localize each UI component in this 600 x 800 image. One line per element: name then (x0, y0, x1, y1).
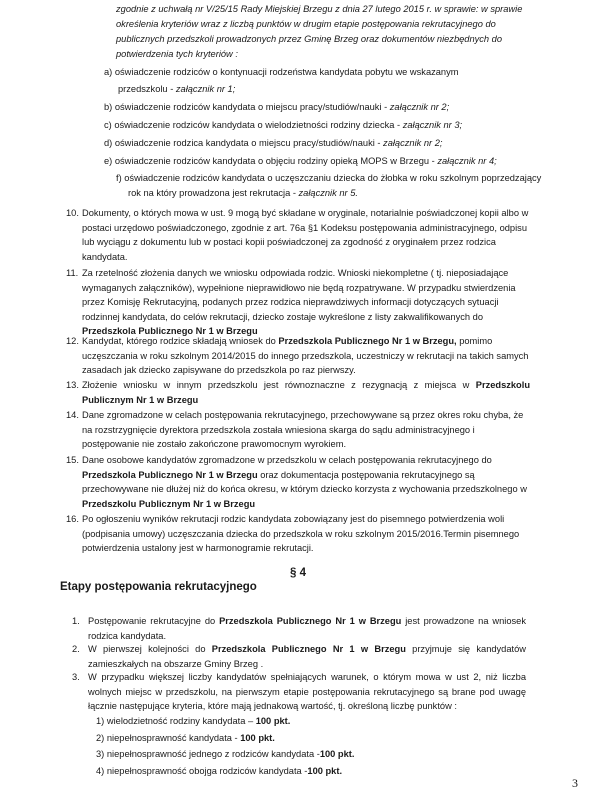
item-15-text: Dane osobowe kandydatów zgromadzone w przedszkolu w celach postępowania rekrutacyjnego do Przedszkola Publicznego Nr 1 w Brzegu oraz dokumentacja postępowania rekrutacyjnego są przechowywane nie dłużej niż do końca okresu, w którym dziecko korzysta z wychowania przedszkolnego w Przedszkolu Publicznym Nr 1 w Brzegu (82, 455, 527, 509)
step-2-text: W pierwszej kolejności do Przedszkola Publicznego Nr 1 w Brzegu przyjmuje się kandydatów zamieszkałych na obszarze Gminy Brzeg . (88, 644, 526, 669)
step-3-text: W przypadku większej liczby kandydatów spełniających warunek, o którym mowa w ust 2, niż liczba wolnych miejsc w przedszkolu, na pierwszym etapie postępowania rekrutacyjnego są brane pod uwagę łącznie następujące kryteria, które mają jednakową wartość, tj. określoną liczbę punktów : (88, 672, 526, 712)
step-number-3: 3. (72, 672, 80, 682)
criterion-3: 3) niepełnosprawność jednego z rodziców kandydata -100 pkt. (96, 749, 355, 759)
item-16-text: Po ogłoszeniu wyników rekrutacji rodzic kandydata zobowiązany jest do pisemnego potwierdzenia woli (podpisania umowy) uczęszczania dziecka do przedszkola w roku szkolnym 2015/2016.Termin pisemnego potwierdzenia ustalony jest w harmonogramie rekrutacji. (82, 514, 520, 554)
list-item-c: c) oświadczenie rodziców kandydata o wielodzietności rodziny dziecka - załącznik nr 3; (104, 120, 463, 130)
intro-line-3: publicznych przedszkoli prowadzonych przez Gminę Brzeg oraz dokumentów niezbędnych do (116, 34, 503, 44)
item-10-text: Dokumenty, o których mowa w ust. 9 mogą być składane w oryginale, notarialnie poświadczonej kopii albo w postaci urzędowo poświadczonego, zgodnie z art. 76a §1 Kodeksu postępowania administracyjnego, odpisu lub wyciągu z dokumentu lub w postaci kopii poświadczonej za zgodność z oryginałem przez rodzica kandydata. (82, 208, 529, 262)
item-number-12: 12. (66, 336, 79, 346)
list-item-a: a) oświadczenie rodziców o kontynuacji rodzeństwa kandydata pobytu we wskazanym (104, 67, 459, 77)
list-item-a-cont: przedszkolu - załącznik nr 1; (118, 84, 236, 94)
list-item-e: e) oświadczenie rodziców kandydata o objęciu rodziny opieką MOPS w Brzegu - załącznik nr 4; (104, 156, 497, 166)
item-number-13: 13. (66, 380, 79, 390)
intro-line-2: określenia kryteriów wraz z liczbą punktów w drugim etapie postępowania rekrutacyjnego do (116, 19, 496, 29)
list-item-d: d) oświadczenie rodzica kandydata o miejscu pracy/studiów/nauki - załącznik nr 2; (104, 138, 443, 148)
item-11-text: Za rzetelność złożenia danych we wniosku odpowiada rodzic. Wnioski niekompletne ( tj. nieposiadające wymaganych załączników), wypełnione nieprawidłowo nie będą rozpatrywane. W przypadku stwierdzenia przez Komisję Rekrutacyjną, podanych przez rodzica nieprawdziwych informacji dotyczących sytuacji rodzinnej kandydata, do celów rekrutacji, dziecko zostaje wykreślone z listy zakwalifikowanych do Przedszkola Publicznego Nr 1 w Brzegu (82, 268, 516, 337)
item-number-14: 14. (66, 410, 79, 420)
intro-line-4: potwierdzenia tych kryteriów : (116, 49, 238, 59)
step-number-2: 2. (72, 644, 80, 654)
criterion-2: 2) niepełnosprawność kandydata - 100 pkt. (96, 733, 275, 743)
item-14-text: Dane zgromadzone w celach postępowania rekrutacyjnego, przechowywane są przez okres roku chyba, że na rozstrzygnięcie dyrektora przedszkola została wniesiona skarga do sądu administracyjnego i postępowanie nie zostało zakończone prawomocnym wyrokiem. (82, 410, 524, 450)
criterion-1: 1) wielodzietność rodziny kandydata – 100 pkt. (96, 716, 291, 726)
item-number-11: 11. (66, 268, 79, 278)
list-item-f-cont: rok na który prowadzona jest rekrutacja - załącznik nr 5. (128, 188, 358, 198)
criterion-4: 4) niepełnosprawność obojga rodziców kandydata -100 pkt. (96, 766, 343, 776)
item-number-15: 15. (66, 455, 79, 465)
step-number-1: 1. (72, 616, 80, 626)
section-symbol: § 4 (290, 567, 306, 579)
item-12-text: Kandydat, którego rodzice składają wniosek do Przedszkola Publicznego Nr 1 w Brzegu, pomimo uczęszczania w roku szkolnym 2014/2015 do innego przedszkola, uczestniczy w rekrutacji na takich samych zasadach jak dziecko zapisywane do przedszkola po raz pierwszy. (82, 336, 529, 376)
step-1-text: Postępowanie rekrutacyjne do Przedszkola Publicznego Nr 1 w Brzegu jest prowadzone na wniosek rodzica kandydata. (88, 616, 526, 641)
list-item-b: b) oświadczenie rodziców kandydata o miejscu pracy/studiów/nauki - załącznik nr 2; (104, 102, 450, 112)
item-number-10: 10. (66, 208, 79, 218)
item-13-text: Złożenie wniosku w innym przedszkolu jest równoznaczne z rezygnacją z miejsca w Przedszkolu Publicznym Nr 1 w Brzegu (82, 380, 530, 405)
item-number-16: 16. (66, 514, 79, 524)
list-item-f: f) oświadczenie rodziców kandydata o uczęszczaniu dziecka do żłobka w roku szkolnym poprzedzający (116, 173, 542, 183)
page-number: 3 (572, 776, 578, 790)
intro-line-1: zgodnie z uchwałą nr V/25/15 Rady Miejskiej Brzegu z dnia 27 lutego 2015 r. w sprawie: w sprawie (116, 4, 523, 14)
section-heading: Etapy postępowania rekrutacyjnego (60, 581, 257, 593)
